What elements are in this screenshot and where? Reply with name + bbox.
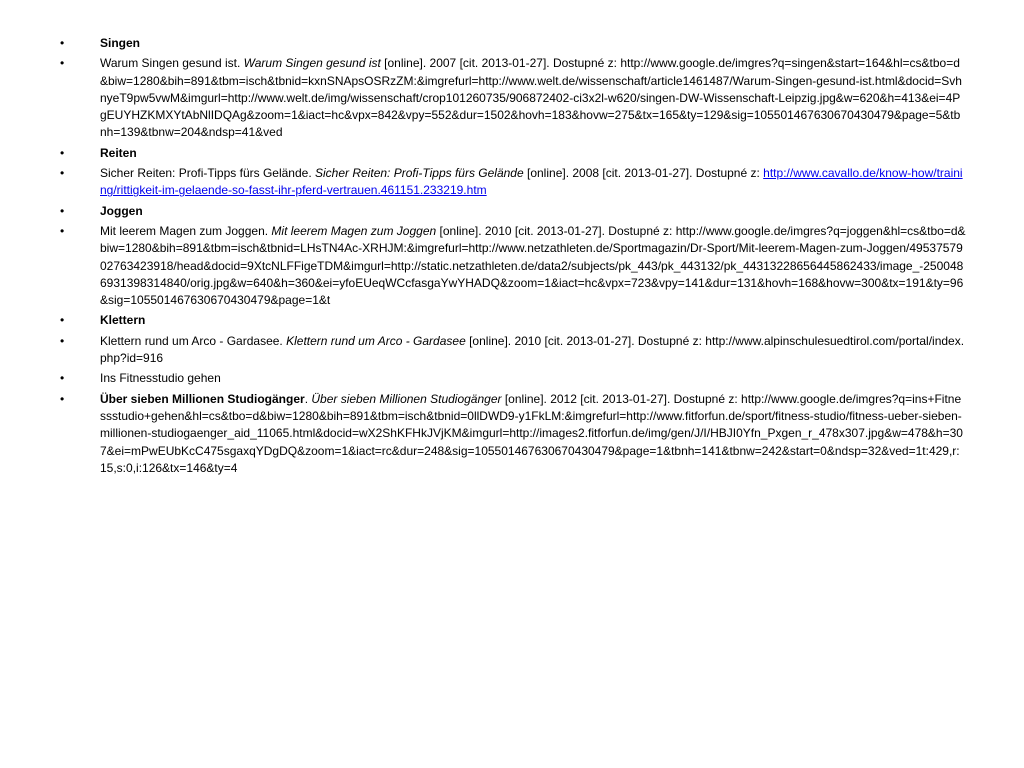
reference-author: Über sieben Millionen Studiogänger <box>100 391 305 406</box>
reference-list <box>0 35 1024 477</box>
reference-url: http://www.alpinschulesuedtirol.com/portal/index.php?id=916 <box>100 333 965 366</box>
heading-text: Klettern <box>100 313 146 328</box>
reference-url: http://www.google.de/imgres?q=ins+Fitnessstudio+gehen&hl=cs&tbo=d&biw=1280&bih=891&tbm=isch&tbnid=0llDWD9-y1FkLM:&imgrefurl=http://www.fitforfun.de/sport/fitness-studio/fitness-ueber-sieben-millionen-studiogaenger_aid_11065.html&docid=wX2ShKFHkJVjKM&imgurl=http://images2.fitforfun.de/img/gen/J/I/HBJI0Yfn_Pxgen_r_478x307.jpg&w=478&h=307&ei=mPwEUbKcC475sgaxqYDgDQ&zoom=1&iact=rc&dur=248&sig=105501467630670430479&page=1&tbnh=141&tbnw=242&start=0&ndsp=32&ved=1t:429,r:15,s:0,i:126&tx=146&ty=4 <box>100 391 963 475</box>
reference-item-klettern <box>0 333 966 368</box>
heading-text: Singen <box>100 36 141 50</box>
reference-author: Warum Singen gesund ist. <box>100 56 241 71</box>
reference-title: Mit leerem Magen zum Joggen <box>271 223 437 238</box>
section-item-fitnessstudio <box>0 370 966 387</box>
reference-meta: [online]. 2012 [cit. 2013-01-27]. Dostupné z: <box>504 391 738 406</box>
reference-url: http://www.google.de/imgres?q=singen&start=164&hl=cs&tbo=d&biw=1280&bih=891&tbm=isch&tbnid=kxnSNApsOSRzZM:&imgrefurl=http://www.welt.de/wissenschaft/article1461487/Warum-Singen-gesund-ist.html&docid=SvhnyeT9pw5vwM&imgurl=http://www.welt.de/img/wissenschaft/crop101260735/906872402-ci3x2l-w620/singen-DW-Wissenschaft-Leipzig.jpg&w=620&h=413&ei=4PgEUYHZKMXYtAbNlIDQAg&zoom=1&iact=hc&vpx=842&vpy=552&dur=1502&hovh=183&hovw=275&tx=165&ty=129&sig=105501467630670430479&page=5&tbnh=139&tbnw=204&ndsp=41&ved <box>100 56 962 140</box>
reference-author: Mit leerem Magen zum Joggen. <box>100 223 269 238</box>
reference-item-fitness: • Über sieben Millionen Studiogänger. Über sieben Millionen Studiogänger [online]. 2012 [cit. 2013-01-27]. Dostupné z: http://www.google.de/imgres?q=ins+Fitnessstudio+gehen&hl=cs&tbo=d&biw=1280&bih=891&tbm=isch&tbnid=0llDWD9-y1FkLM:&imgrefurl=http://www.fitforfun.de/sport/fitness-studio/fitness-ueber-sieben-millionen-studiogaenger_aid_11065.html&docid=wX2ShKFHkJVjKM&imgurl=http://images2.fitforfun.de/img/gen/J/I/HBJI0Yfn_Pxgen_r_478x307.jpg&w=478&h=307&ei=mPwEUbKcC475sgaxqYDgDQ&zoom=1&iact=rc&dur=248&sig=105501467630670430479&page=1&tbnh=141&tbnw=242&start=0&ndsp=32&ved=1t:429,r:15,s:0,i:126&tx=146&ty=4 <box>0 391 966 477</box>
reference-meta: [online]. 2007 [cit. 2013-01-27]. Dostupné z: <box>384 56 617 71</box>
reference-title: Sicher Reiten: Profi-Tipps fürs Gelände <box>315 166 524 181</box>
reference-link[interactable]: http://www.cavallo.de/know-how/training/rittigkeit-im-gelaende-so-fasst-ihr-pferd-vertrauen.461151.233219.htm <box>100 166 963 198</box>
reference-url: http://www.google.de/imgres?q=joggen&hl=cs&tbo=d&biw=1280&bih=891&tbm=isch&tbnid=LHsTN4Ac-XRHJM:&imgrefurl=http://www.netzathleten.de/Sportmagazin/Dr-Sport/Mit-leerem-Magen-zum-Joggen/4953757902763423918/head&docid=9XtcNLFFigeTDM&imgurl=http://static.netzathleten.de/data2/subjects/pk_443/pk_443132/pk_44313228656445862433/image_-2500486931398314840/orig.jpg&w=640&h=360&ei=yfoEUeqWCcfasgaYwYHADQ&zoom=1&iact=hc&vpx=723&vpy=141&dur=131&hovh=168&hovw=300&tx=191&ty=96&sig=105501467630670430479&page=1&t <box>100 223 966 308</box>
heading-text: Joggen <box>100 203 143 218</box>
section-heading-klettern <box>0 312 966 329</box>
reference-title: Über sieben Millionen Studiogänger <box>311 391 502 406</box>
reference-author: Klettern rund um Arco - Gardasee. <box>100 333 283 348</box>
plain-text: Ins Fitnesstudio gehen <box>100 371 221 386</box>
reference-meta: [online]. 2010 [cit. 2013-01-27]. Dostupné z: <box>469 333 702 348</box>
reference-title: Warum Singen gesund ist <box>243 56 381 71</box>
reference-meta: [online]. 2010 [cit. 2013-01-27]. Dostupné z: <box>439 223 673 238</box>
reference-title: Klettern rund um Arco - Gardasee <box>286 333 466 348</box>
section-heading-singen <box>0 35 966 52</box>
reference-meta: [online]. 2008 [cit. 2013-01-27]. Dostupné z: <box>527 166 760 181</box>
reference-item-joggen <box>0 223 966 309</box>
reference-item-singen <box>0 55 966 141</box>
section-heading-reiten <box>0 145 966 162</box>
reference-item-reiten <box>0 165 966 200</box>
heading-text: Reiten <box>100 145 137 160</box>
section-heading-joggen <box>0 203 966 220</box>
reference-author: Sicher Reiten: Profi-Tipps fürs Gelände. <box>100 166 312 181</box>
